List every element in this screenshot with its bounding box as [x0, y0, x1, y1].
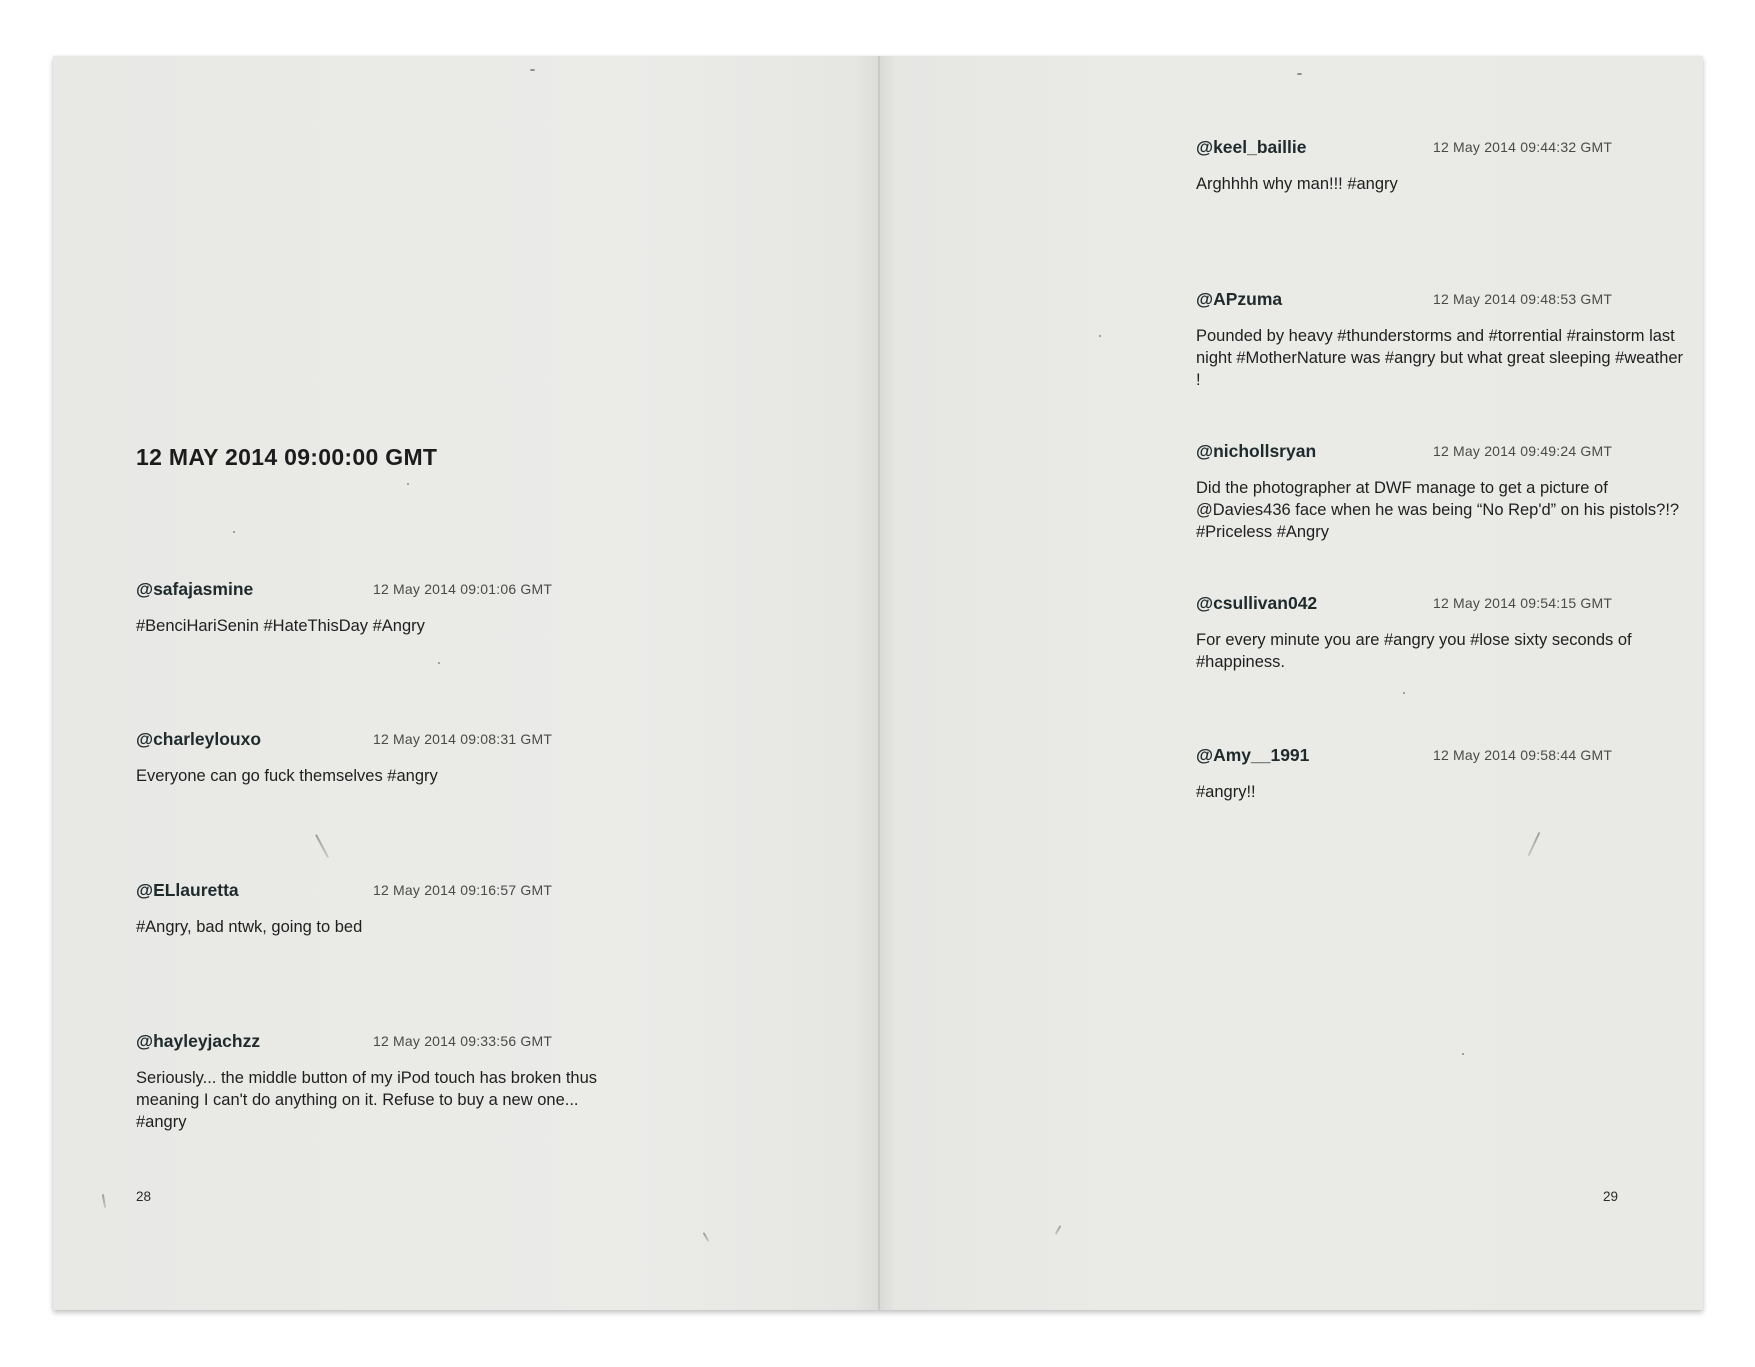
page-number: 29: [1603, 1189, 1619, 1204]
tweet-text: Arghhhh why man!!! #angry: [1196, 175, 1398, 193]
tweet-text: Pounded by heavy #thunderstorms and #torrential #rainstorm last night #MotherNature was #angry but what great sleeping #weather !: [1196, 327, 1684, 389]
tweet-handle: @nichollsryan: [1196, 441, 1317, 461]
tweet-text: Everyone can go fuck themselves #angry: [136, 767, 438, 785]
section-heading: 12 MAY 2014 09:00:00 GMT: [136, 444, 438, 470]
tweet-handle: @ELlauretta: [136, 880, 239, 900]
paper-speck: [1462, 1053, 1464, 1055]
tweet-timestamp: 12 May 2014 09:44:32 GMT: [1433, 139, 1613, 155]
paper-fiber-mark: [315, 834, 329, 858]
tweet-handle: @hayleyjachzz: [136, 1031, 261, 1051]
tweet-handle: @csullivan042: [1196, 593, 1318, 613]
tweet-timestamp: 12 May 2014 09:54:15 GMT: [1433, 595, 1613, 611]
paper-fiber-mark: [1055, 1225, 1062, 1235]
tweet-text: #angry!!: [1196, 783, 1256, 801]
tweet-handle: @keel_baillie: [1196, 137, 1307, 157]
left-page: [53, 56, 879, 1310]
tweet-text: Did the photographer at DWF manage to get a picture of @Davies436 face when he was being “No Rep'd” on his pistols?!? #Priceless #Angry: [1196, 479, 1680, 541]
tweet-timestamp: 12 May 2014 09:16:57 GMT: [373, 882, 553, 898]
paper-fiber-mark: [102, 1194, 106, 1208]
tweet-handle: @charleylouxo: [136, 729, 262, 749]
tweet-handle: @safajasmine: [136, 579, 254, 599]
paper-speck: [407, 483, 409, 485]
tweet-timestamp: 12 May 2014 09:33:56 GMT: [373, 1033, 553, 1049]
tweet-timestamp: 12 May 2014 09:48:53 GMT: [1433, 291, 1613, 307]
paper-speck: [1403, 692, 1405, 694]
right-page: [879, 56, 1703, 1310]
paper-fiber-mark: [703, 1232, 710, 1242]
book-spread: [53, 56, 1703, 1310]
paper-speck: [1099, 335, 1101, 337]
tweet-handle: @APzuma: [1196, 289, 1283, 309]
tweet-timestamp: 12 May 2014 09:58:44 GMT: [1433, 747, 1613, 763]
paper-speck: [530, 69, 535, 71]
book-gutter: [878, 56, 880, 1310]
tweet-timestamp: 12 May 2014 09:01:06 GMT: [373, 581, 553, 597]
tweet-text: #BenciHariSenin #HateThisDay #Angry: [136, 617, 425, 635]
tweet-timestamp: 12 May 2014 09:49:24 GMT: [1433, 443, 1613, 459]
tweet-text: #Angry, bad ntwk, going to bed: [136, 918, 363, 936]
paper-speck: [1297, 73, 1302, 75]
tweet-handle: @Amy__1991: [1196, 745, 1310, 765]
paper-speck: [438, 662, 440, 664]
tweet-text: Seriously... the middle button of my iPod touch has broken thus meaning I can't do anything on it. Refuse to buy a new one... #angry: [136, 1069, 598, 1131]
paper-speck: [233, 531, 235, 533]
page-number: 28: [136, 1189, 152, 1204]
tweet-text: For every minute you are #angry you #lose sixty seconds of #happiness.: [1196, 631, 1632, 671]
paper-fiber-mark: [1528, 832, 1541, 856]
tweet-timestamp: 12 May 2014 09:08:31 GMT: [373, 731, 553, 747]
